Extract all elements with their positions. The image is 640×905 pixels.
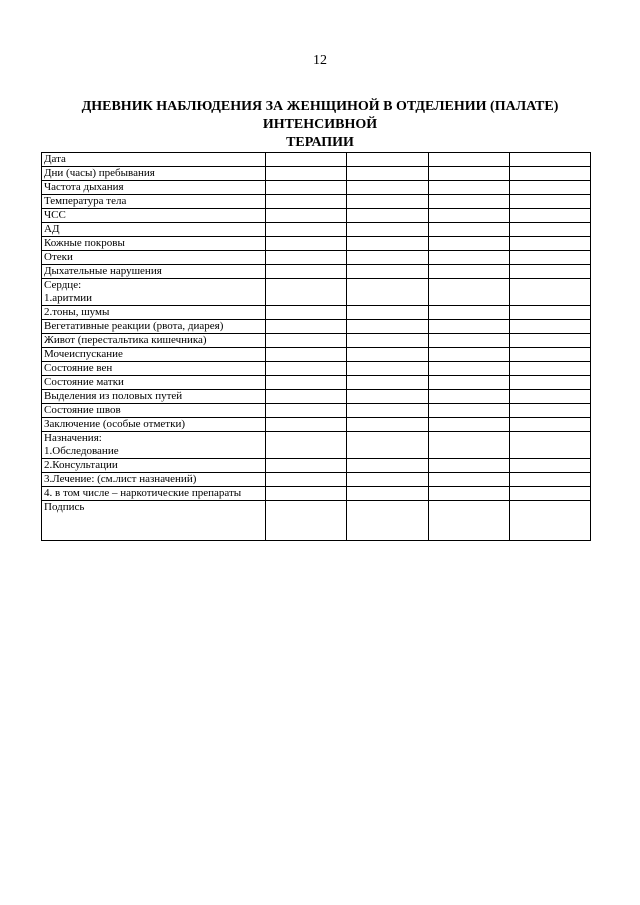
- entry-cell[interactable]: [266, 362, 347, 376]
- row-label-text: Состояние вен: [44, 362, 113, 374]
- row-label: [42, 223, 266, 237]
- row-label: [42, 167, 266, 181]
- entry-cell[interactable]: [347, 153, 428, 167]
- entry-cell[interactable]: [509, 334, 590, 348]
- entry-cell[interactable]: [347, 209, 428, 223]
- entry-cell[interactable]: [266, 334, 347, 348]
- row-label-text: Дата: [44, 153, 66, 165]
- document-title: [30, 98, 610, 152]
- row-label: [42, 348, 266, 362]
- entry-cell[interactable]: [266, 459, 347, 473]
- table-row: [42, 473, 591, 487]
- row-label-text: Частота дыхания: [44, 181, 124, 193]
- row-label-text: 2.тоны, шумы: [44, 306, 110, 318]
- row-label: [42, 181, 266, 195]
- row-label: [42, 418, 266, 432]
- entry-cell[interactable]: [347, 418, 428, 432]
- entry-cell[interactable]: [266, 195, 347, 209]
- entry-cell[interactable]: [266, 223, 347, 237]
- row-label-text: Кожные покровы: [44, 237, 125, 249]
- entry-cell[interactable]: [428, 376, 509, 390]
- entry-cell[interactable]: [266, 432, 347, 459]
- entry-cell[interactable]: [347, 390, 428, 404]
- entry-cell[interactable]: [428, 195, 509, 209]
- table-row: [42, 306, 591, 320]
- table-row: [42, 181, 591, 195]
- row-label: [42, 390, 266, 404]
- entry-cell[interactable]: [509, 306, 590, 320]
- entry-cell[interactable]: [347, 306, 428, 320]
- row-label-subtext: 1.аритмии: [44, 292, 93, 304]
- row-label-text: Подпись: [44, 501, 85, 513]
- row-label-text: Вегетативные реакции (рвота, диарея): [44, 320, 224, 332]
- entry-cell[interactable]: [347, 279, 428, 306]
- entry-cell[interactable]: [347, 223, 428, 237]
- title-line-2: ТЕРАПИИ: [286, 135, 354, 150]
- entry-cell[interactable]: [347, 195, 428, 209]
- table-row: [42, 418, 591, 432]
- row-label-text: Заключение (особые отметки): [44, 418, 185, 430]
- table-row: [42, 251, 591, 265]
- table-row: [42, 404, 591, 418]
- entry-cell[interactable]: [347, 348, 428, 362]
- table-row: [42, 376, 591, 390]
- entry-cell[interactable]: [266, 306, 347, 320]
- entry-cell[interactable]: [509, 265, 590, 279]
- row-label: [42, 251, 266, 265]
- entry-cell[interactable]: [428, 348, 509, 362]
- table-row: [42, 195, 591, 209]
- title-line-1: ДНЕВНИК НАБЛЮДЕНИЯ ЗА ЖЕНЩИНОЙ В ОТДЕЛЕНИИ (ПАЛАТЕ) ИНТЕНСИВНОЙ: [81, 99, 559, 132]
- row-label: [42, 334, 266, 348]
- entry-cell[interactable]: [266, 209, 347, 223]
- page-number: 12: [313, 53, 327, 68]
- entry-cell[interactable]: [347, 432, 428, 459]
- entry-cell[interactable]: [266, 153, 347, 167]
- row-label-text: 4. в том числе – наркотические препараты: [44, 487, 242, 499]
- row-label-text: АД: [44, 223, 60, 235]
- entry-cell[interactable]: [347, 320, 428, 334]
- entry-cell[interactable]: [266, 348, 347, 362]
- entry-cell[interactable]: [347, 473, 428, 487]
- row-label-text: Отеки: [44, 251, 73, 263]
- row-label: [42, 404, 266, 418]
- row-label-text: Живот (перестальтика кишечника): [44, 334, 207, 346]
- table-row: [42, 279, 591, 306]
- row-label-text: Мочеиспускание: [44, 348, 123, 360]
- entry-cell[interactable]: [428, 251, 509, 265]
- row-label-text: Сердце:: [44, 279, 82, 291]
- entry-cell[interactable]: [509, 501, 590, 541]
- entry-cell[interactable]: [347, 167, 428, 181]
- entry-cell[interactable]: [266, 376, 347, 390]
- entry-cell[interactable]: [347, 376, 428, 390]
- row-label-text: ЧСС: [44, 209, 66, 221]
- row-label: [42, 237, 266, 251]
- entry-cell[interactable]: [509, 459, 590, 473]
- entry-cell[interactable]: [509, 487, 590, 501]
- row-label-text: Выделения из половых путей: [44, 390, 183, 402]
- entry-cell[interactable]: [266, 279, 347, 306]
- table-row: [42, 501, 591, 541]
- entry-cell[interactable]: [509, 320, 590, 334]
- entry-cell[interactable]: [347, 501, 428, 541]
- row-label: [42, 459, 266, 473]
- entry-cell[interactable]: [266, 167, 347, 181]
- entry-cell[interactable]: [509, 376, 590, 390]
- table-row: [42, 153, 591, 167]
- row-label: [42, 306, 266, 320]
- table-row: [42, 362, 591, 376]
- entry-cell[interactable]: [428, 181, 509, 195]
- entry-cell[interactable]: [509, 167, 590, 181]
- table-row: [42, 265, 591, 279]
- row-label: [42, 487, 266, 501]
- entry-cell[interactable]: [509, 432, 590, 459]
- entry-cell[interactable]: [266, 473, 347, 487]
- row-label-text: Состояние матки: [44, 376, 124, 388]
- entry-cell[interactable]: [428, 223, 509, 237]
- row-label-text: Температура тела: [44, 195, 127, 207]
- entry-cell[interactable]: [347, 237, 428, 251]
- entry-cell[interactable]: [266, 237, 347, 251]
- entry-cell[interactable]: [428, 237, 509, 251]
- entry-cell[interactable]: [428, 279, 509, 306]
- table-row: [42, 487, 591, 501]
- entry-cell[interactable]: [266, 501, 347, 541]
- row-label: [42, 376, 266, 390]
- table-row: [42, 237, 591, 251]
- entry-cell[interactable]: [428, 501, 509, 541]
- entry-cell[interactable]: [266, 320, 347, 334]
- row-label-text: Состояние швов: [44, 404, 121, 416]
- entry-cell[interactable]: [428, 404, 509, 418]
- entry-cell[interactable]: [266, 265, 347, 279]
- row-label: [42, 153, 266, 167]
- row-label-text: 3.Лечение: (см.лист назначений): [44, 473, 197, 485]
- entry-cell[interactable]: [509, 153, 590, 167]
- entry-cell[interactable]: [509, 404, 590, 418]
- entry-cell[interactable]: [509, 195, 590, 209]
- entry-cell[interactable]: [509, 237, 590, 251]
- entry-cell[interactable]: [509, 223, 590, 237]
- row-label-text: Дни (часы) пребывания: [44, 167, 155, 179]
- table-row: [42, 167, 591, 181]
- entry-cell[interactable]: [509, 473, 590, 487]
- row-label-text: 2.Консультации: [44, 459, 118, 471]
- entry-cell[interactable]: [428, 432, 509, 459]
- entry-cell[interactable]: [428, 265, 509, 279]
- observation-table: [41, 152, 591, 541]
- entry-cell[interactable]: [266, 181, 347, 195]
- row-label-text: Назначения:: [44, 432, 102, 444]
- row-label: [42, 195, 266, 209]
- entry-cell[interactable]: [266, 487, 347, 501]
- table-row: [42, 334, 591, 348]
- row-label-text: Дыхательные нарушения: [44, 265, 162, 277]
- row-label: [42, 265, 266, 279]
- row-label: [42, 279, 266, 306]
- entry-cell[interactable]: [509, 181, 590, 195]
- table-row: [42, 320, 591, 334]
- row-label: [42, 209, 266, 223]
- entry-cell[interactable]: [428, 334, 509, 348]
- row-label: [42, 432, 266, 459]
- entry-cell[interactable]: [509, 390, 590, 404]
- entry-cell[interactable]: [428, 362, 509, 376]
- entry-cell[interactable]: [347, 251, 428, 265]
- table-row: [42, 348, 591, 362]
- entry-cell[interactable]: [509, 348, 590, 362]
- entry-cell[interactable]: [428, 153, 509, 167]
- entry-cell[interactable]: [509, 362, 590, 376]
- entry-cell[interactable]: [428, 209, 509, 223]
- entry-cell[interactable]: [428, 167, 509, 181]
- row-label: [42, 501, 266, 541]
- entry-cell[interactable]: [509, 251, 590, 265]
- table-row: [42, 432, 591, 459]
- entry-cell[interactable]: [266, 390, 347, 404]
- table-row: [42, 209, 591, 223]
- entry-cell[interactable]: [347, 265, 428, 279]
- entry-cell[interactable]: [428, 418, 509, 432]
- row-label: [42, 473, 266, 487]
- entry-cell[interactable]: [347, 459, 428, 473]
- entry-cell[interactable]: [509, 279, 590, 306]
- table-row: [42, 459, 591, 473]
- entry-cell[interactable]: [347, 181, 428, 195]
- entry-cell[interactable]: [428, 473, 509, 487]
- entry-cell[interactable]: [428, 320, 509, 334]
- entry-cell[interactable]: [347, 487, 428, 501]
- entry-cell[interactable]: [428, 459, 509, 473]
- table-row: [42, 390, 591, 404]
- entry-cell[interactable]: [347, 334, 428, 348]
- row-label-subtext: 1.Обследование: [44, 445, 119, 457]
- row-label: [42, 362, 266, 376]
- table-row: [42, 223, 591, 237]
- entry-cell[interactable]: [428, 306, 509, 320]
- entry-cell[interactable]: [266, 251, 347, 265]
- entry-cell[interactable]: [428, 487, 509, 501]
- entry-cell[interactable]: [347, 362, 428, 376]
- row-label: [42, 320, 266, 334]
- entry-cell[interactable]: [266, 418, 347, 432]
- entry-cell[interactable]: [266, 404, 347, 418]
- entry-cell[interactable]: [428, 390, 509, 404]
- entry-cell[interactable]: [347, 404, 428, 418]
- entry-cell[interactable]: [509, 209, 590, 223]
- entry-cell[interactable]: [509, 418, 590, 432]
